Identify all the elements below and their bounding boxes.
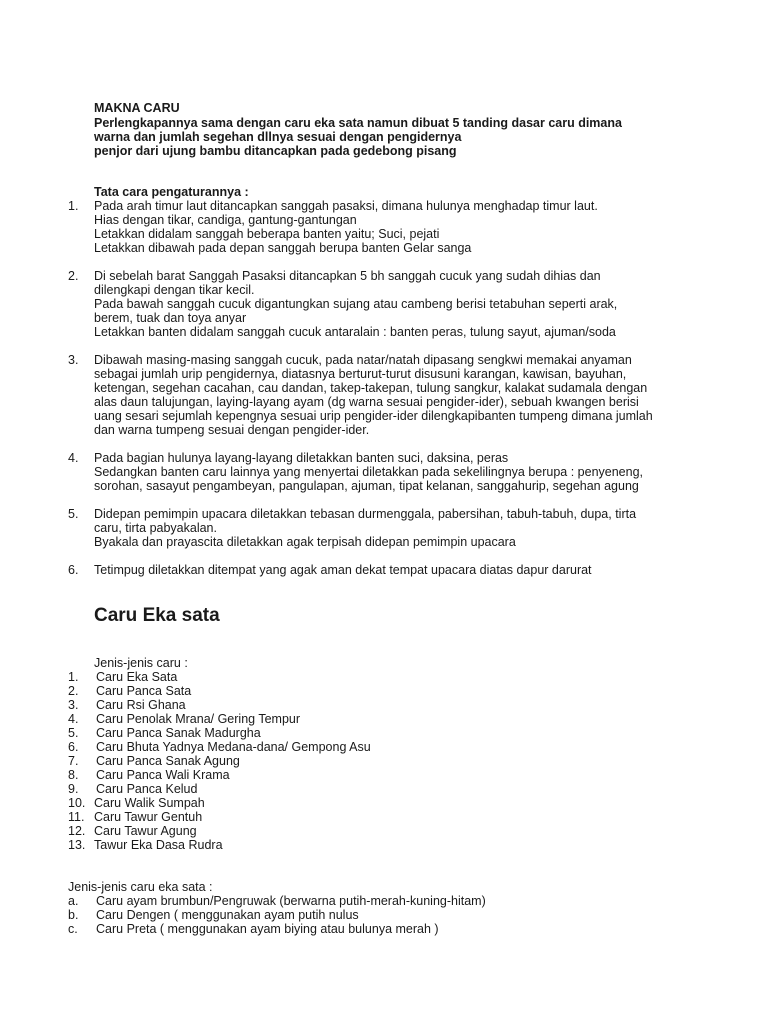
step-line: ketengan, segehan cacahan, cau dandan, takep-takepan, tulung sangkur, kalakat sudamala dengan bbox=[94, 381, 648, 395]
list-item-number: 1. bbox=[68, 670, 79, 684]
list-item: Caru Penolak Mrana/ Gering Tempur bbox=[96, 712, 301, 726]
list-item: Caru Panca Sanak Madurgha bbox=[96, 726, 261, 740]
step-line: Di sebelah barat Sanggah Pasaksi ditancapkan 5 bh sanggah cucuk yang sudah dihias dan bbox=[94, 269, 601, 283]
list-item-number: 3. bbox=[68, 698, 79, 712]
sub-list-item-letter: a. bbox=[68, 894, 79, 908]
sub-list-item-letter: b. bbox=[68, 908, 79, 922]
step-line: Didepan pemimpin upacara diletakkan tebasan durmenggala, pabersihan, tabuh-tabuh, dupa, tirta bbox=[94, 507, 637, 521]
list-item: Caru Rsi Ghana bbox=[96, 698, 186, 712]
list-item-number: 7. bbox=[68, 754, 79, 768]
step-line: berem, tuak dan toya anyar bbox=[94, 311, 247, 325]
step-line: Pada bawah sanggah cucuk digantungkan sujang atau cambeng berisi tetabuhan seperti arak, bbox=[94, 297, 618, 311]
step-line: Letakkan didalam sanggah beberapa banten yaitu; Suci, pejati bbox=[94, 227, 440, 241]
step-line: Pada arah timur laut ditancapkan sanggah pasaksi, dimana hulunya menghadap timur laut. bbox=[94, 199, 598, 213]
step-number: 1. bbox=[68, 199, 79, 213]
list-item-number: 4. bbox=[68, 712, 79, 726]
step-line: dilengkapi dengan tikar kecil. bbox=[94, 283, 255, 297]
list-item: Caru Panca Wali Krama bbox=[96, 768, 230, 782]
list-item-number: 10. bbox=[68, 796, 86, 810]
step-line: uang sesari sejumlah kepengnya sesuai urip pengider-ider dilengkapibanten tumpeng dimana jumlah bbox=[94, 409, 653, 423]
step-number: 4. bbox=[68, 451, 79, 465]
list-label: Jenis-jenis caru : bbox=[94, 656, 188, 670]
step-number: 2. bbox=[68, 269, 79, 283]
step-line: sebagai jumlah urip pengidernya, diatasnya berturut-turut disusuni karangan, kawisan, bayuhan, bbox=[94, 367, 627, 381]
step-line: Byakala dan prayascita diletakkan agak terpisah didepan pemimpin upacara bbox=[94, 535, 516, 549]
list-item-number: 8. bbox=[68, 768, 79, 782]
list-item: Caru Tawur Gentuh bbox=[94, 810, 203, 824]
list-item-number: 5. bbox=[68, 726, 79, 740]
step-line: sorohan, sasayut pengambeyan, pangulapan, ajuman, tipat kelanan, sanggahurip, segehan agung bbox=[94, 479, 639, 493]
step-line: Letakkan banten didalam sanggah cucuk antaralain : banten peras, tulung sayut, ajuman/soda bbox=[94, 325, 616, 339]
step-line: Sedangkan banten caru lainnya yang menyertai diletakkan pada sekelilingnya berupa : penyeneng, bbox=[94, 465, 643, 479]
section-heading: Caru Eka sata bbox=[94, 605, 220, 626]
list-item: Caru Walik Sumpah bbox=[94, 796, 205, 810]
section-title: MAKNA CARU bbox=[94, 101, 180, 115]
step-line: dan warna tumpeng sesuai dengan pengider-ider. bbox=[94, 423, 370, 437]
step-number: 3. bbox=[68, 353, 79, 367]
subtitle: Tata cara pengaturannya : bbox=[94, 185, 249, 199]
step-line: Letakkan dibawah pada depan sanggah berupa banten Gelar sanga bbox=[94, 241, 472, 255]
step-line: caru, tirta pabyakalan. bbox=[94, 521, 217, 535]
step-line: Dibawah masing-masing sanggah cucuk, pada natar/natah dipasang sengkwi memakai anyaman bbox=[94, 353, 632, 367]
step-number: 5. bbox=[68, 507, 79, 521]
list-item-number: 6. bbox=[68, 740, 79, 754]
step-line: Tetimpug diletakkan ditempat yang agak aman dekat tempat upacara diatas dapur darurat bbox=[94, 563, 592, 577]
list-item: Tawur Eka Dasa Rudra bbox=[94, 838, 223, 852]
sub-list-item: Caru ayam brumbun/Pengruwak (berwarna putih-merah-kuning-hitam) bbox=[96, 894, 486, 908]
intro-line: warna dan jumlah segehan dllnya sesuai dengan pengidernya bbox=[94, 130, 462, 144]
list-item-number: 9. bbox=[68, 782, 79, 796]
list-item: Caru Tawur Agung bbox=[94, 824, 197, 838]
sub-list-label: Jenis-jenis caru eka sata : bbox=[68, 880, 213, 894]
sub-list-item: Caru Preta ( menggunakan ayam biying atau bulunya merah ) bbox=[96, 922, 439, 936]
list-item-number: 13. bbox=[68, 838, 86, 852]
intro-line: Perlengkapannya sama dengan caru eka sata namun dibuat 5 tanding dasar caru dimana bbox=[94, 116, 622, 130]
list-item: Caru Panca Sata bbox=[96, 684, 192, 698]
step-line: Hias dengan tikar, candiga, gantung-gantungan bbox=[94, 213, 357, 227]
list-item-number: 12. bbox=[68, 824, 86, 838]
list-item: Caru Panca Sanak Agung bbox=[96, 754, 240, 768]
step-number: 6. bbox=[68, 563, 79, 577]
list-item: Caru Panca Kelud bbox=[96, 782, 198, 796]
intro-line: penjor dari ujung bambu ditancapkan pada gedebong pisang bbox=[94, 144, 457, 158]
sub-list-item-letter: c. bbox=[68, 922, 78, 936]
step-line: Pada bagian hulunya layang-layang diletakkan banten suci, daksina, peras bbox=[94, 451, 509, 465]
list-item-number: 11. bbox=[68, 810, 85, 824]
sub-list-item: Caru Dengen ( menggunakan ayam putih nulus bbox=[96, 908, 359, 922]
step-line: alas daun talujungan, laying-layang ayam (dg warna sesuai pengider-ider), sebuah kwangen berisi bbox=[94, 395, 639, 409]
list-item: Caru Eka Sata bbox=[96, 670, 178, 684]
list-item-number: 2. bbox=[68, 684, 79, 698]
list-item: Caru Bhuta Yadnya Medana-dana/ Gempong Asu bbox=[96, 740, 371, 754]
